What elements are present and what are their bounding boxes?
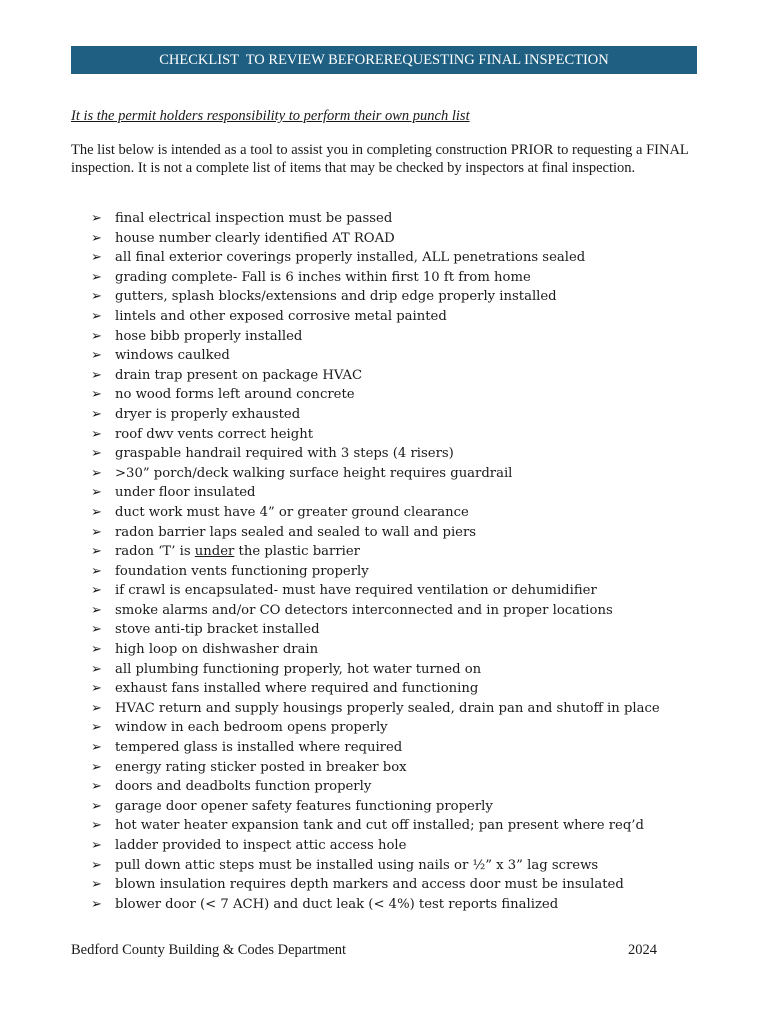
arrow-bullet-icon: ➢ (91, 877, 102, 893)
checklist-item-text-emphasis: under (194, 544, 235, 560)
footer-department: Bedford County Building & Codes Department (71, 942, 347, 958)
checklist-item-text: ladder provided to inspect attic access hole (115, 838, 407, 853)
checklist-item (91, 444, 660, 464)
checklist-item-text: all final exterior coverings properly installed, ALL penetrations sealed (115, 250, 586, 266)
checklist-item (91, 503, 660, 523)
checklist-item (91, 366, 660, 386)
checklist-item-text: all plumbing functioning properly, hot water turned on (115, 661, 482, 677)
checklist-item (91, 895, 660, 915)
footer-year: 2024 (628, 942, 657, 958)
checklist-item-text: window in each bedroom opens properly (115, 720, 388, 736)
checklist-item-text: roof dwv vents correct height (115, 426, 313, 442)
checklist-item-text: no wood forms left around concrete (115, 387, 355, 403)
checklist-item (91, 248, 660, 268)
checklist-item-text: blower door (< 7 ACH) and duct leak (< 4%) test reports finalized (115, 896, 559, 912)
checklist-item-text: foundation vents functioning properly (115, 563, 369, 579)
checklist-item (91, 836, 660, 856)
checklist-item-text: smoke alarms and/or CO detectors interconnected and in proper locations (115, 602, 613, 618)
arrow-bullet-icon: ➢ (91, 798, 102, 814)
arrow-bullet-icon: ➢ (91, 289, 102, 305)
arrow-bullet-icon: ➢ (91, 544, 102, 560)
arrow-bullet-icon: ➢ (91, 387, 102, 403)
checklist-item-text: radon barrier laps sealed and sealed to wall and piers (115, 524, 477, 540)
checklist-item (91, 405, 660, 425)
checklist-item (91, 620, 660, 640)
checklist-item-text: if crawl is encapsulated- must have required ventilation or dehumidifier (115, 583, 597, 599)
arrow-bullet-icon: ➢ (91, 446, 102, 462)
arrow-bullet-icon: ➢ (91, 896, 102, 912)
arrow-bullet-icon: ➢ (91, 348, 102, 364)
checklist-item (91, 660, 660, 680)
checklist-item (91, 738, 660, 758)
checklist-item (91, 797, 660, 817)
arrow-bullet-icon: ➢ (91, 720, 102, 736)
checklist-item (91, 542, 660, 562)
checklist-item (91, 385, 660, 405)
arrow-bullet-icon: ➢ (91, 211, 102, 226)
arrow-bullet-icon: ➢ (91, 308, 102, 324)
checklist-item (91, 268, 660, 288)
checklist-item (91, 699, 660, 719)
arrow-bullet-icon: ➢ (91, 524, 102, 540)
checklist-item (91, 758, 660, 778)
checklist-item-text: >30” porch/deck walking surface height requires guardrail (115, 465, 513, 481)
checklist-item-text: exhaust fans installed where required and functioning (115, 681, 479, 697)
checklist-item-text: garage door opener safety features functioning properly (115, 798, 493, 814)
arrow-bullet-icon: ➢ (91, 700, 102, 716)
checklist-item-text: pull down attic steps must be installed using nails or ½” x 3” lag screws (115, 857, 599, 873)
checklist-item-text: energy rating sticker posted in breaker box (115, 759, 407, 775)
checklist-item (91, 425, 660, 445)
arrow-bullet-icon: ➢ (91, 465, 102, 481)
checklist-item (91, 679, 660, 699)
arrow-bullet-icon: ➢ (91, 602, 102, 618)
checklist-item-text: windows caulked (115, 348, 230, 364)
arrow-bullet-icon: ➢ (91, 406, 102, 422)
checklist-item-text: high loop on dishwasher drain (115, 642, 319, 658)
arrow-bullet-icon: ➢ (91, 328, 102, 344)
arrow-bullet-icon: ➢ (91, 681, 102, 697)
checklist-item (91, 464, 660, 484)
checklist-item-text: lintels and other exposed corrosive metal painted (115, 308, 447, 324)
checklist-item (91, 229, 660, 249)
checklist-item-text: doors and deadbolts function properly (115, 779, 372, 795)
checklist-item (91, 209, 660, 229)
checklist-item-text (115, 542, 360, 562)
checklist-item-text: under floor insulated (115, 485, 256, 501)
checklist-item-text: final electrical inspection must be passed (115, 211, 393, 226)
checklist-item (91, 562, 660, 582)
checklist-item-text: tempered glass is installed where required (115, 740, 403, 756)
checklist-item-text: hose bibb properly installed (115, 328, 303, 344)
arrow-bullet-icon: ➢ (91, 759, 102, 775)
arrow-bullet-icon: ➢ (91, 250, 102, 266)
checklist-item (91, 640, 660, 660)
intro-paragraph: The list below is intended as a tool to assist you in completing construction PRIOR to requesting a FINAL inspection. It is not a complete list of items that may be checked by inspectors at final inspection. (71, 142, 689, 176)
arrow-bullet-icon: ➢ (91, 622, 102, 638)
checklist-item (91, 346, 660, 366)
arrow-bullet-icon: ➢ (91, 426, 102, 442)
checklist-item (91, 523, 660, 543)
arrow-bullet-icon: ➢ (91, 642, 102, 658)
checklist-item-text: blown insulation requires depth markers and access door must be insulated (115, 877, 624, 893)
arrow-bullet-icon: ➢ (91, 857, 102, 873)
arrow-bullet-icon: ➢ (91, 230, 102, 246)
arrow-bullet-icon: ➢ (91, 583, 102, 599)
arrow-bullet-icon: ➢ (91, 269, 102, 285)
checklist-item (91, 601, 660, 621)
checklist-item-text: hot water heater expansion tank and cut off installed; pan present where req’d (115, 818, 644, 834)
arrow-bullet-icon: ➢ (91, 504, 102, 520)
checklist-item (91, 856, 660, 876)
checklist-item (91, 875, 660, 895)
checklist-item-text-part: the plastic barrier (234, 544, 360, 560)
checklist-item-text-part: radon ‘T’ is (115, 544, 195, 560)
arrow-bullet-icon: ➢ (91, 779, 102, 795)
checklist-item (91, 287, 660, 307)
checklist-item (91, 718, 660, 738)
arrow-bullet-icon: ➢ (91, 740, 102, 756)
arrow-bullet-icon: ➢ (91, 563, 102, 579)
checklist-item-text: house number clearly identified AT ROAD (115, 230, 395, 246)
checklist-item-text: dryer is properly exhausted (115, 406, 301, 422)
checklist-item (91, 483, 660, 503)
checklist-item-text: HVAC return and supply housings properly sealed, drain pan and shutoff in place (115, 700, 660, 716)
checklist-item (91, 777, 660, 797)
subtitle: It is the permit holders responsibility to perform their own punch list (71, 108, 470, 124)
checklist-item (91, 581, 660, 601)
checklist-item-text: gutters, splash blocks/extensions and drip edge properly installed (115, 289, 557, 305)
checklist-item (91, 816, 660, 836)
checklist-item-text: graspable handrail required with 3 steps (4 risers) (115, 446, 454, 462)
checklist-item-text: stove anti-tip bracket installed (115, 622, 320, 638)
arrow-bullet-icon: ➢ (91, 838, 102, 853)
checklist-item-text: drain trap present on package HVAC (115, 367, 363, 383)
arrow-bullet-icon: ➢ (91, 485, 102, 501)
arrow-bullet-icon: ➢ (91, 661, 102, 677)
checklist-item (91, 327, 660, 347)
checklist-item-text: duct work must have 4” or greater ground clearance (115, 504, 469, 520)
arrow-bullet-icon: ➢ (91, 818, 102, 834)
checklist (91, 209, 660, 914)
checklist-item-text: grading complete- Fall is 6 inches within first 10 ft from home (115, 269, 531, 285)
arrow-bullet-icon: ➢ (91, 367, 102, 383)
page-title-banner: CHECKLIST TO REVIEW BEFOREREQUESTING FINAL INSPECTION (71, 46, 697, 74)
checklist-item (91, 307, 660, 327)
